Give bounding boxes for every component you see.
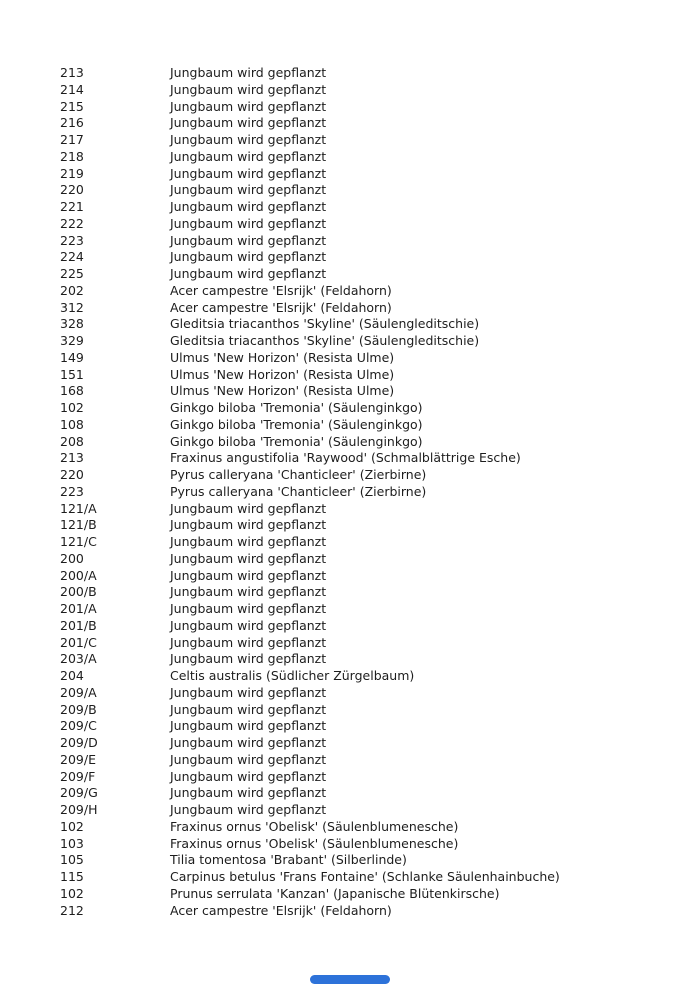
tree-id: 214	[60, 81, 84, 97]
tree-id: 312	[60, 299, 84, 315]
tree-id: 103	[60, 835, 84, 851]
table-row	[60, 115, 680, 132]
home-indicator-bar	[310, 975, 390, 984]
table-row	[60, 501, 680, 518]
tree-description: Ginkgo biloba 'Tremonia' (Säulenginkgo)	[170, 400, 423, 415]
tree-description: Gleditsia triacanthos 'Skyline' (Säulengleditschie)	[170, 333, 480, 348]
tree-description: Carpinus betulus 'Frans Fontaine' (Schlanke Säulenhainbuche)	[170, 869, 560, 884]
table-row	[60, 551, 680, 568]
tree-description: Jungbaum wird gepflanzt	[170, 249, 327, 265]
tree-id: 121/B	[60, 517, 97, 533]
tree-id: 201/C	[60, 634, 97, 650]
tree-description: Jungbaum wird gepflanzt	[170, 534, 327, 549]
table-row	[60, 702, 680, 719]
tree-description: Gleditsia triacanthos 'Skyline' (Säulengleditschie)	[170, 316, 480, 332]
table-row	[60, 601, 680, 618]
table-row	[60, 400, 680, 417]
tree-description: Jungbaum wird gepflanzt	[170, 634, 327, 650]
tree-id: 209/E	[60, 751, 96, 767]
table-row	[60, 132, 680, 149]
tree-id: 209/F	[60, 768, 96, 784]
tree-id: 121/C	[60, 534, 97, 549]
table-row	[60, 819, 680, 836]
tree-description: Acer campestre 'Elsrijk' (Feldahorn)	[170, 282, 392, 298]
tree-description: Jungbaum wird gepflanzt	[170, 718, 327, 734]
tree-id: 102	[60, 818, 84, 834]
tree-id: 200/A	[60, 567, 97, 583]
table-row	[60, 484, 680, 501]
tree-id: 223	[60, 232, 84, 248]
tree-description: Jungbaum wird gepflanzt	[170, 165, 327, 181]
table-row	[60, 534, 680, 551]
tree-id: 151	[60, 366, 84, 382]
tree-id: 221	[60, 199, 84, 214]
table-row	[60, 752, 680, 769]
tree-id: 217	[60, 132, 84, 147]
tree-list	[60, 65, 680, 919]
tree-id: 329	[60, 333, 84, 348]
tree-id: 204	[60, 668, 84, 683]
table-row	[60, 886, 680, 903]
tree-description: Jungbaum wird gepflanzt	[170, 617, 327, 633]
tree-description: Jungbaum wird gepflanzt	[170, 802, 327, 817]
table-row	[60, 283, 680, 300]
tree-id: 108	[60, 416, 84, 432]
tree-id: 121/A	[60, 500, 97, 516]
tree-description: Jungbaum wird gepflanzt	[170, 215, 327, 231]
tree-description: Prunus serrulata 'Kanzan' (Japanische Blütenkirsche)	[170, 885, 500, 901]
tree-id: 213	[60, 450, 84, 466]
tree-id: 212	[60, 902, 84, 918]
tree-id: 223	[60, 483, 84, 499]
tree-description: Ulmus 'New Horizon' (Resista Ulme)	[170, 366, 395, 382]
tree-description: Jungbaum wird gepflanzt	[170, 232, 327, 248]
table-row	[60, 903, 680, 920]
tree-description: Jungbaum wird gepflanzt	[170, 735, 327, 750]
tree-description: Fraxinus ornus 'Obelisk' (Säulenblumenesche)	[170, 818, 459, 834]
tree-id: 216	[60, 115, 84, 131]
tree-id: 219	[60, 165, 84, 181]
table-row	[60, 216, 680, 233]
tree-description: Acer campestre 'Elsrijk' (Feldahorn)	[170, 902, 392, 918]
tree-description: Ginkgo biloba 'Tremonia' (Säulenginkgo)	[170, 433, 423, 449]
table-row	[60, 266, 680, 283]
table-row	[60, 182, 680, 199]
tree-id: 102	[60, 885, 84, 901]
table-row	[60, 99, 680, 116]
table-row	[60, 350, 680, 367]
tree-id: 209/A	[60, 684, 97, 700]
table-row	[60, 735, 680, 752]
tree-description: Jungbaum wird gepflanzt	[170, 751, 327, 767]
tree-description: Jungbaum wird gepflanzt	[170, 651, 327, 667]
tree-description: Ulmus 'New Horizon' (Resista Ulme)	[170, 383, 395, 399]
tree-description: Jungbaum wird gepflanzt	[170, 81, 327, 97]
tree-id: 213	[60, 65, 84, 80]
tree-id: 102	[60, 400, 84, 415]
tree-id: 202	[60, 282, 84, 298]
tree-id: 201/A	[60, 601, 97, 616]
tree-description: Ulmus 'New Horizon' (Resista Ulme)	[170, 349, 395, 365]
tree-id: 168	[60, 383, 84, 399]
table-row	[60, 836, 680, 853]
tree-id: 209/D	[60, 735, 98, 750]
table-row	[60, 434, 680, 451]
table-row	[60, 852, 680, 869]
tree-description: Acer campestre 'Elsrijk' (Feldahorn)	[170, 299, 392, 315]
tree-description: Jungbaum wird gepflanzt	[170, 500, 327, 516]
tree-id: 208	[60, 433, 84, 449]
tree-id: 220	[60, 467, 84, 482]
table-row	[60, 869, 680, 886]
tree-description: Fraxinus angustifolia 'Raywood' (Schmalblättrige Esche)	[170, 450, 521, 466]
table-row	[60, 82, 680, 99]
table-row	[60, 785, 680, 802]
tree-id: 218	[60, 148, 84, 164]
table-row	[60, 300, 680, 317]
tree-id: 328	[60, 316, 84, 332]
tree-id: 215	[60, 98, 84, 114]
table-row	[60, 568, 680, 585]
tree-description: Jungbaum wird gepflanzt	[170, 517, 327, 533]
tree-description: Pyrus calleryana 'Chanticleer' (Zierbirne)	[170, 467, 427, 482]
table-row	[60, 333, 680, 350]
tree-id: 225	[60, 266, 84, 281]
table-row	[60, 233, 680, 250]
tree-description: Pyrus calleryana 'Chanticleer' (Zierbirne)	[170, 483, 427, 499]
table-row	[60, 685, 680, 702]
tree-description: Jungbaum wird gepflanzt	[170, 584, 327, 600]
tree-description: Jungbaum wird gepflanzt	[170, 115, 327, 131]
table-row	[60, 166, 680, 183]
table-row	[60, 367, 680, 384]
tree-description: Celtis australis (Südlicher Zürgelbaum)	[170, 668, 415, 683]
table-row	[60, 517, 680, 534]
tree-id: 105	[60, 852, 84, 868]
tree-id: 220	[60, 182, 84, 198]
tree-description: Jungbaum wird gepflanzt	[170, 132, 327, 147]
tree-id: 115	[60, 869, 84, 884]
table-row	[60, 618, 680, 635]
tree-description: Jungbaum wird gepflanzt	[170, 148, 327, 164]
tree-description: Fraxinus ornus 'Obelisk' (Säulenblumenesche)	[170, 835, 459, 851]
tree-description: Ginkgo biloba 'Tremonia' (Säulenginkgo)	[170, 416, 423, 432]
table-row	[60, 651, 680, 668]
table-row	[60, 769, 680, 786]
table-row	[60, 668, 680, 685]
table-row	[60, 467, 680, 484]
table-row	[60, 65, 680, 82]
tree-description: Jungbaum wird gepflanzt	[170, 684, 327, 700]
tree-description: Tilia tomentosa 'Brabant' (Silberlinde)	[170, 852, 407, 868]
table-row	[60, 802, 680, 819]
tree-description: Jungbaum wird gepflanzt	[170, 785, 327, 801]
table-row	[60, 450, 680, 467]
tree-id: 209/B	[60, 701, 97, 717]
tree-id: 209/H	[60, 802, 98, 817]
table-row	[60, 316, 680, 333]
tree-description: Jungbaum wird gepflanzt	[170, 182, 327, 198]
tree-id: 203/A	[60, 651, 97, 667]
tree-description: Jungbaum wird gepflanzt	[170, 768, 327, 784]
tree-id: 222	[60, 215, 84, 231]
table-row	[60, 149, 680, 166]
tree-description: Jungbaum wird gepflanzt	[170, 98, 327, 114]
tree-description: Jungbaum wird gepflanzt	[170, 701, 327, 717]
tree-id: 149	[60, 349, 84, 365]
tree-id: 224	[60, 249, 84, 265]
tree-description: Jungbaum wird gepflanzt	[170, 266, 327, 281]
tree-id: 200/B	[60, 584, 97, 600]
tree-description: Jungbaum wird gepflanzt	[170, 199, 327, 214]
table-row	[60, 718, 680, 735]
tree-description: Jungbaum wird gepflanzt	[170, 550, 327, 566]
table-row	[60, 635, 680, 652]
table-row	[60, 199, 680, 216]
tree-description: Jungbaum wird gepflanzt	[170, 601, 327, 616]
table-row	[60, 584, 680, 601]
table-row	[60, 383, 680, 400]
tree-description: Jungbaum wird gepflanzt	[170, 65, 327, 80]
tree-id: 209/C	[60, 718, 97, 734]
table-row	[60, 249, 680, 266]
tree-description: Jungbaum wird gepflanzt	[170, 567, 327, 583]
table-row	[60, 417, 680, 434]
tree-id: 200	[60, 550, 84, 566]
tree-id: 209/G	[60, 785, 98, 801]
tree-id: 201/B	[60, 617, 97, 633]
